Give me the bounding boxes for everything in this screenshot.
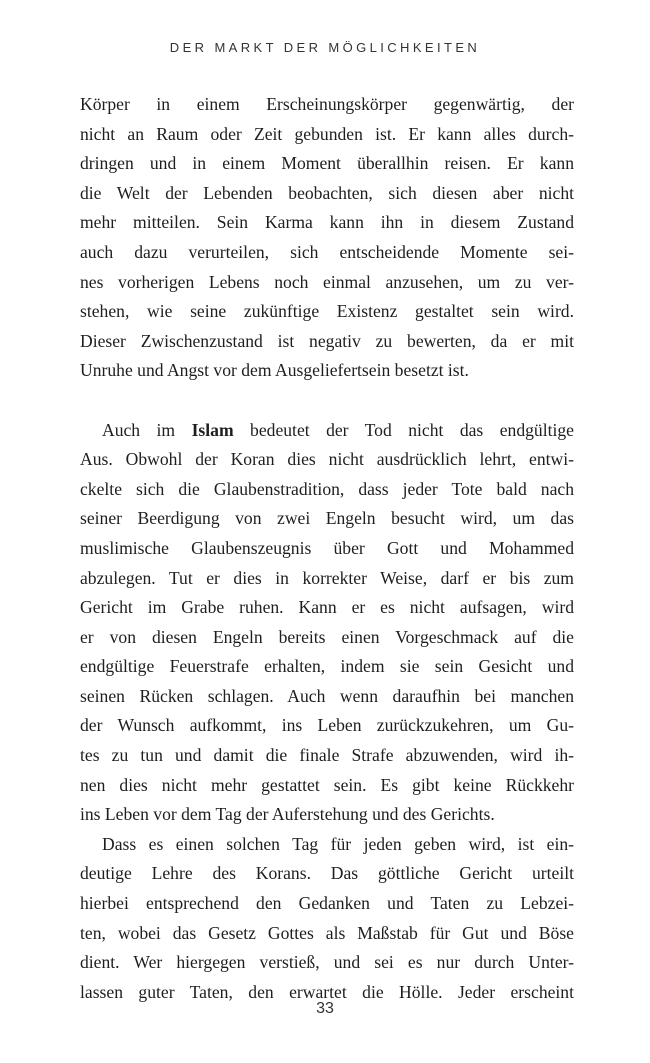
- text-line: der Wunsch aufkommt, ins Leben zurückzukehren, um Gu-: [80, 715, 574, 736]
- text-line: Dieser Zwischenzustand ist negativ zu bewerten, da er mit: [80, 330, 574, 351]
- running-head: DER MARKT DER MÖGLICHKEITEN: [169, 40, 481, 55]
- text-line: stehen, wie seine zukünftige Existenz gestaltet sein wird.: [80, 301, 574, 322]
- text-line: seiner Beerdigung von zwei Engeln besucht wird, um das: [80, 508, 574, 529]
- text-line: ins Leben vor dem Tag der Auferstehung und des Gerichts.: [80, 804, 495, 825]
- text-line: endgültige Feuerstrafe erhalten, indem sie sein Gesicht und: [80, 656, 574, 677]
- body-text: [80, 90, 574, 1007]
- text-line: Dass es einen solchen Tag für jeden geben wird, ist ein-: [102, 833, 574, 854]
- text-line-first: [80, 416, 574, 446]
- text-line: ckelte sich die Glaubenstradition, dass jeder Tote bald nach: [80, 478, 574, 499]
- keyword-islam: Islam: [191, 419, 234, 440]
- text-line: nes vorherigen Lebens noch einmal anzusehen, um zu ver-: [80, 271, 574, 292]
- paragraph-judgement: [80, 830, 574, 1008]
- text-line: auch dazu verurteilen, sich entscheidende Momente sei-: [80, 241, 574, 262]
- text-line: lassen guter Taten, den erwartet die Hölle. Jeder erscheint: [80, 981, 574, 1002]
- text-line: er von diesen Engeln bereits einen Vorgeschmack auf die: [80, 626, 574, 647]
- text-line: Gericht im Grabe ruhen. Kann er es nicht aufsagen, wird: [80, 597, 574, 618]
- text-run: bedeutet der Tod nicht das endgültige: [233, 419, 574, 440]
- text-line: mehr mitteilen. Sein Karma kann ihn in diesem Zustand: [80, 212, 574, 233]
- text-line: Körper in einem Erscheinungskörper gegenwärtig, der: [80, 94, 574, 114]
- paragraph-islam: [80, 416, 574, 830]
- paragraph-bardo: [80, 90, 574, 386]
- paragraph-gap: [80, 386, 574, 416]
- text-run: Auch im: [102, 419, 192, 440]
- text-line: Unruhe und Angst vor dem Ausgeliefertsein besetzt ist.: [80, 360, 469, 381]
- text-line: deutige Lehre des Korans. Das göttliche Gericht urteilt: [80, 863, 574, 884]
- text-line: dient. Wer hiergegen verstieß, und sei es nur durch Unter-: [80, 952, 574, 973]
- text-line: muslimische Glaubenszeugnis über Gott und Mohammed: [80, 537, 574, 558]
- text-line: hierbei entsprechend den Gedanken und Taten zu Lebzei-: [80, 893, 574, 914]
- text-line: ten, wobei das Gesetz Gottes als Maßstab für Gut und Böse: [80, 922, 574, 943]
- text-line: nen dies nicht mehr gestattet sein. Es gibt keine Rückkehr: [80, 774, 574, 795]
- text-line: dringen und in einem Moment überallhin reisen. Er kann: [80, 153, 574, 174]
- text-line: die Welt der Lebenden beobachten, sich diesen aber nicht: [80, 182, 574, 203]
- page-number: 33: [316, 1000, 334, 1017]
- text-line: nicht an Raum oder Zeit gebunden ist. Er kann alles durch-: [80, 123, 574, 144]
- text-line: tes zu tun und damit die finale Strafe abzuwenden, wird ih-: [80, 745, 574, 766]
- text-line: abzulegen. Tut er dies in korrekter Weise, darf er bis zum: [80, 567, 574, 588]
- text-line: Aus. Obwohl der Koran dies nicht ausdrücklich lehrt, entwi-: [80, 449, 574, 470]
- text-line: seinen Rücken schlagen. Auch wenn daraufhin bei manchen: [80, 685, 574, 706]
